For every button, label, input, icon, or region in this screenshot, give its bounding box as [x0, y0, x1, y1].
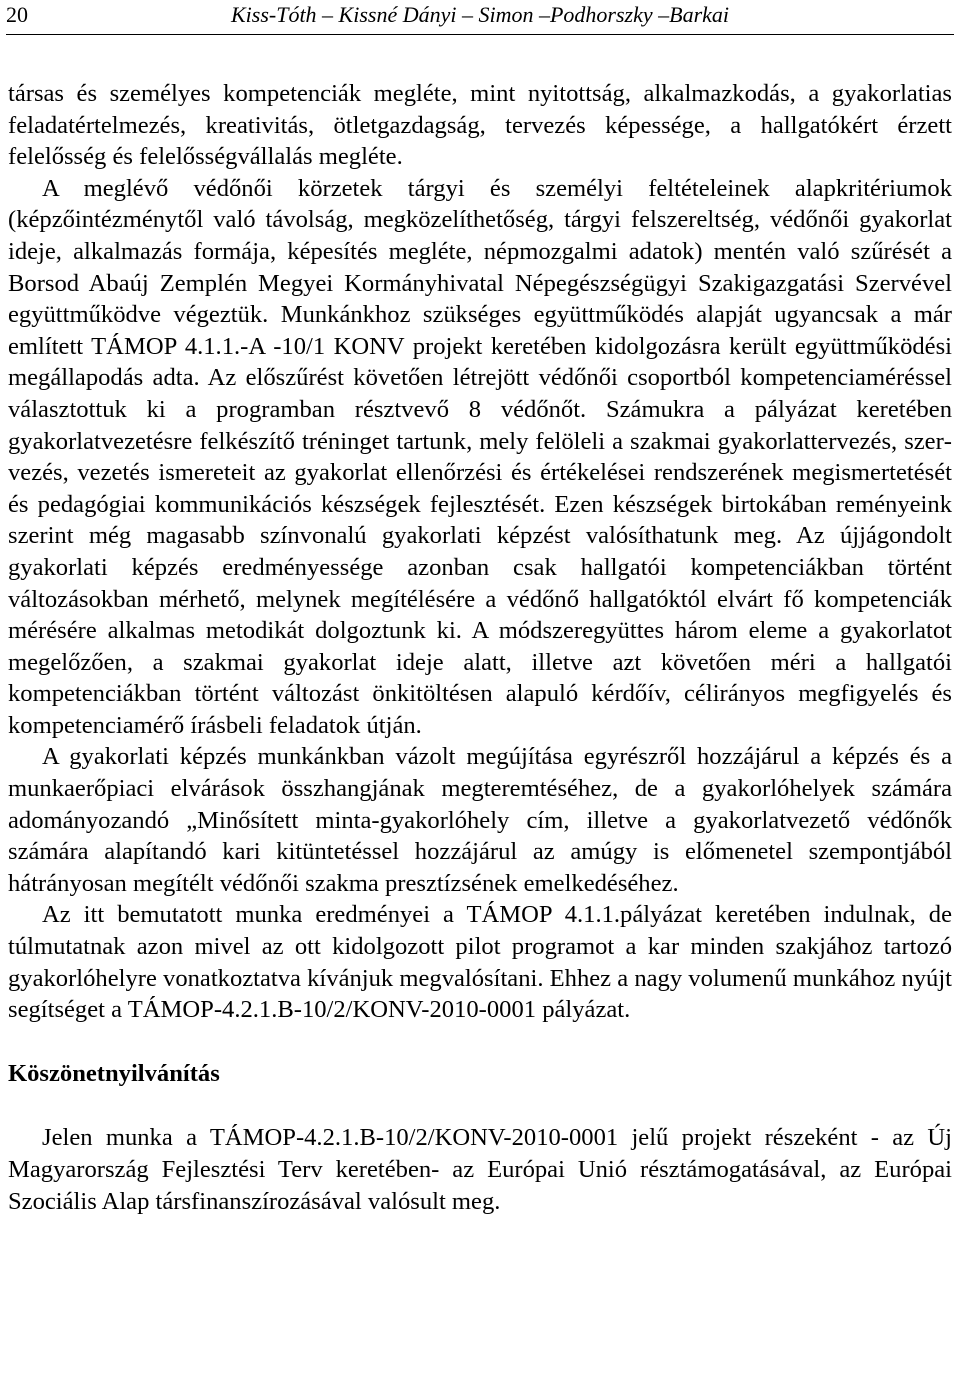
paragraph-4: Az itt bemutatott munka eredményei a TÁMOP 4.1.1.pályázat keretében indulnak, de túlmutatnak azon mivel az ott kidolgozott pilot programot a kar minden szakjához tartozó gyakorlóhelyre vonatkoztatva kívánjuk megvalósítani. Ehhez a nagy volumenű munkához nyújt segítséget a TÁMOP-4.2.1.B-10/2/KONV-2010-0001 pályázat. [8, 901, 952, 1024]
paragraph-3: A gyakorlati képzés munkánkban vázolt megújítása egyrészről hozzájárul a képzés és a munkaerőpiaci elvárások összhangjának megteremtéséhez, de a gyakorlóhelyek számára adományozandó „Minősített minta-gyakorlóhely cím, illetve a gyakorlatvezető védőnők számára alapítandó kari kitüntetéssel hozzájárul az amúgy is előmenetel szempontjából hátrányosan megítélt védőnői szakma presztízsének emelkedéséhez. [8, 743, 952, 897]
page-number: 20 [6, 2, 28, 27]
header-rule [6, 34, 954, 35]
paragraph-2: A meglévő védőnői körzetek tárgyi és személyi feltételeinek alapkritériumok (képzőintézménytől való távolság, megközelíthetőség, tárgyi felszereltség, védőnői gyakorlat ideje, alkalmazás formája, képesítés megléte, népmozgalmi adatok) mentén való szűrését a Borsod Abaúj Zemplén Megyei Kormányhivatal Népegészségügyi Szakigazgatási Szervével együttműködve végeztük. Munkánkhoz szükséges együttműködés alapját ugyancsak a már említett TÁMOP 4.1.1.-A -10/1 KONV projekt keretében kidolgozásra került együttműködési megállapodás adta. Az előszűrést követően létrejött védőnői csoportból kompetenciaméréssel választottuk ki a programban résztvevő 8 védőnőt. Számukra a pályázat keretében gyakorlatvezetésre felkészítő tréninget tartunk, mely felöleli a szakmai gyakorlattervezés, szervezés, vezetés ismereteit az gyakorlat ellenőrzési és értékelései rendszerének megismertetését és pedagógiai kommunikációs készségek fejlesztését. Ezen készségek birtokában reményeink szerint még magasabb színvonalú gyakorlati képzést valósíthatunk meg. Az újjágondolt gyakorlati képzés eredményessége azonban csak hallgatói kompetenciákban történt változásokban mérhető, melynek megítélésére a védőnő hallgatóktól elvárt fő kompetenciák mérésére alkalmas metodikát dolgoztunk ki. A módszeregyüttes három eleme a gyakorlatot megelőzően, a szakmai gyakorlat ideje alatt, illetve azt követően méri a hallgatói kompetenciákban történt változást önkitöltésen alapuló kérdőív, célirányos megfigyelés és kompetenciamérő írásbeli feladatok útján. [8, 174, 952, 739]
body-text [8, 78, 952, 1217]
acknowledgement-heading: Köszönetnyilvánítás [8, 1059, 220, 1087]
acknowledgement-paragraph: Jelen munka a TÁMOP-4.2.1.B-10/2/KONV-2010-0001 jelű projekt részeként - az Új Magyarország Fejlesztési Terv keretében- az Európai Unió résztámogatásával, az Európai Szociális Alap társfinanszírozásával valósult meg. [8, 1124, 952, 1215]
running-title: Kiss-Tóth – Kissné Dányi – Simon –Podhorszky –Barkai [230, 2, 730, 27]
paragraph-1: társas és személyes kompetenciák megléte, mint nyitottság, alkalmazkodás, a gyakorlatias feladatértelmezés, kreativitás, ötletgazdagság, tervezés képessége, a hallgatókért érzett felelősség és felelősségvállalás megléte. [8, 80, 952, 171]
running-header [6, 2, 954, 32]
